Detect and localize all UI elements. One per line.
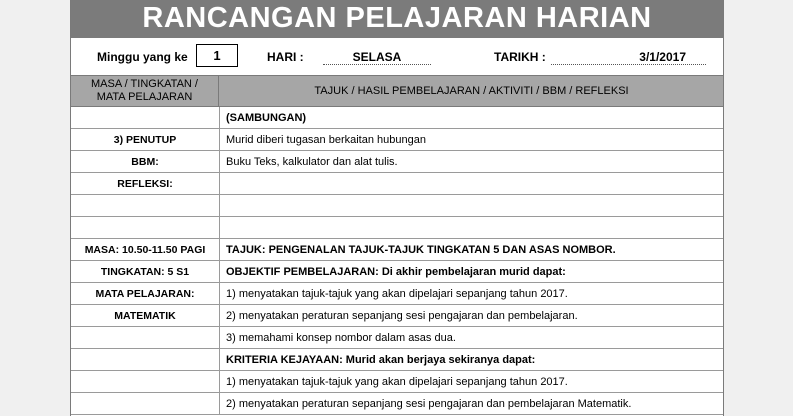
- table-row: [71, 393, 723, 415]
- table-row: [71, 261, 723, 283]
- header-col-time-line1: MASA / TINGKATAN /: [91, 78, 198, 90]
- row-content-cell: [220, 173, 724, 195]
- row-content-cell: 1) menyatakan tajuk-tajuk yang akan dipelajari sepanjang tahun 2017.: [220, 283, 724, 305]
- row-content-cell: (SAMBUNGAN): [220, 107, 724, 129]
- row-content-cell: Murid diberi tugasan berkaitan hubungan: [220, 129, 724, 151]
- page-title: RANCANGAN PELAJARAN HARIAN: [71, 0, 723, 38]
- row-label-cell: REFLEKSI:: [71, 173, 220, 195]
- row-content-cell: [220, 195, 724, 217]
- week-label: Minggu yang ke: [97, 50, 188, 64]
- row-label-cell: MATEMATIK: [71, 305, 220, 327]
- row-label-cell: [71, 393, 220, 415]
- row-label-cell: [71, 327, 220, 349]
- row-content-cell: 3) memahami konsep nombor dalam asas dua.: [220, 327, 724, 349]
- lesson-table: [71, 107, 723, 415]
- header-col-time: [71, 76, 219, 106]
- row-label-cell: [71, 349, 220, 371]
- lesson-plan-sheet: [70, 0, 724, 416]
- row-content-cell: 2) menyatakan peraturan sepanjang sesi pengajaran dan pembelajaran Matematik.: [220, 393, 724, 415]
- row-content-cell: 2) menyatakan peraturan sepanjang sesi pengajaran dan pembelajaran.: [220, 305, 724, 327]
- row-label-cell: TINGKATAN: 5 S1: [71, 261, 220, 283]
- table-row: [71, 129, 723, 151]
- row-content-cell: [220, 217, 724, 239]
- table-row: [71, 195, 723, 217]
- week-number-field[interactable]: 1: [196, 44, 238, 67]
- table-row: [71, 151, 723, 173]
- table-row: [71, 283, 723, 305]
- table-row: [71, 239, 723, 261]
- table-header: [71, 75, 723, 107]
- row-label-cell: BBM:: [71, 151, 220, 173]
- row-content-cell: 1) menyatakan tajuk-tajuk yang akan dipelajari sepanjang tahun 2017.: [220, 371, 724, 393]
- row-label-cell: 3) PENUTUP: [71, 129, 220, 151]
- row-label-cell: [71, 107, 220, 129]
- row-label-cell: MATA PELAJARAN:: [71, 283, 220, 305]
- table-row: [71, 349, 723, 371]
- row-label-cell: [71, 217, 220, 239]
- header-col-content: TAJUK / HASIL PEMBELAJARAN / AKTIVITI / BBM / REFLEKSI: [314, 85, 629, 97]
- table-row: [71, 217, 723, 239]
- row-label-cell: [71, 371, 220, 393]
- day-value: SELASA: [323, 50, 431, 65]
- table-row: [71, 371, 723, 393]
- row-label-cell: MASA: 10.50-11.50 PAGI: [71, 239, 220, 261]
- header-col-time-line2: MATA PELAJARAN: [96, 91, 193, 103]
- date-value: 3/1/2017: [551, 50, 706, 65]
- row-content-cell: OBJEKTIF PEMBELAJARAN: Di akhir pembelajaran murid dapat:: [220, 261, 724, 283]
- table-row: [71, 173, 723, 195]
- table-row: [71, 107, 723, 129]
- info-row: [71, 38, 723, 75]
- table-row: [71, 305, 723, 327]
- day-label: HARI :: [267, 50, 304, 64]
- row-content-cell: Buku Teks, kalkulator dan alat tulis.: [220, 151, 724, 173]
- date-label: TARIKH :: [494, 50, 546, 64]
- row-content-cell: TAJUK: PENGENALAN TAJUK-TAJUK TINGKATAN 5 DAN ASAS NOMBOR.: [220, 239, 724, 261]
- row-label-cell: [71, 195, 220, 217]
- row-content-cell: KRITERIA KEJAYAAN: Murid akan berjaya sekiranya dapat:: [220, 349, 724, 371]
- table-row: [71, 327, 723, 349]
